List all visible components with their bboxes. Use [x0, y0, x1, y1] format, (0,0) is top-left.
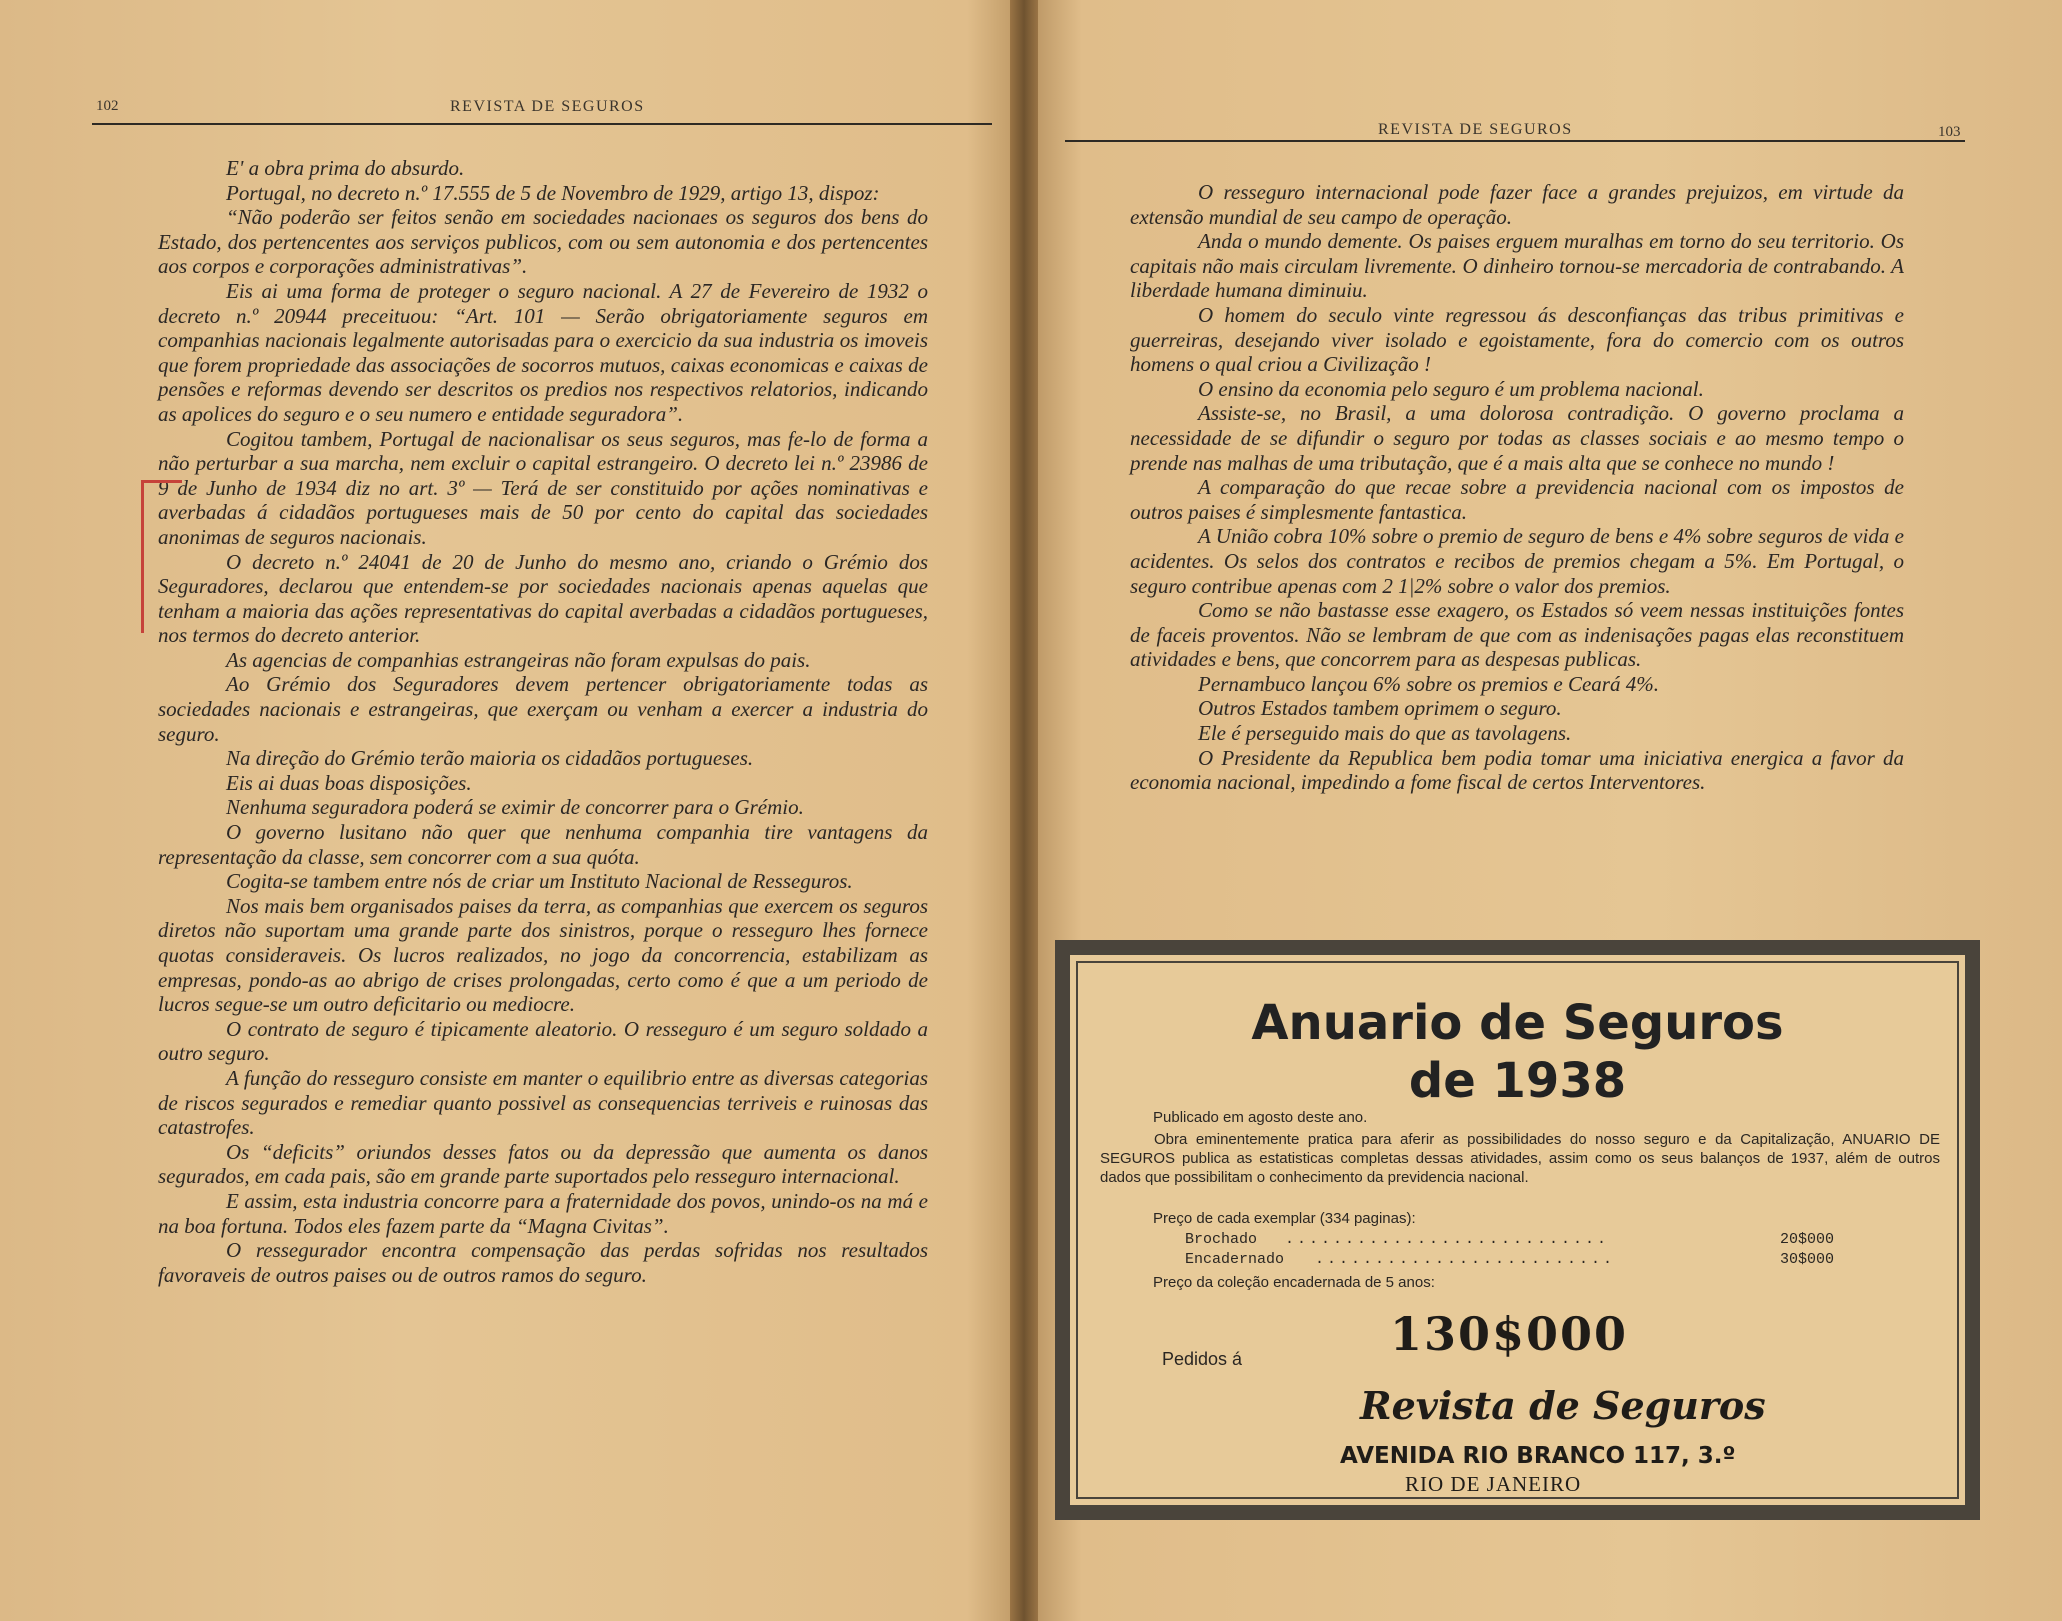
paragraph: Portugal, no decreto n.º 17.555 de 5 de Novembro de 1929, artigo 13, dispoz:	[226, 180, 880, 205]
left-column-text	[158, 156, 928, 1287]
paragraph: E assim, esta industria concorre para a fraternidade dos povos, unindo-os na má e na boa fortuna. Todos eles fazem parte da “Magna Civitas”.	[158, 1188, 928, 1238]
paragraph: Pernambuco lançou 6% sobre os premios e Ceará 4%.	[1198, 671, 1659, 696]
paragraph: O ensino da economia pelo seguro é um problema nacional.	[1198, 376, 1704, 401]
right-column-text	[1130, 180, 1904, 795]
paragraph: O ressegurador encontra compensação das perdas sofridas nos resultados favoraveis de outros paises ou de outros ramos do seguro.	[158, 1238, 928, 1287]
ad-description: Obra eminentemente pratica para aferir as possibilidades do nosso seguro e da Capitalização, ANUARIO DE SEGUROS publica as estatisticas completas dessas atividades, assim como os seus balanços de 1937, além de outros dados que possibilitam o conhecimento da previdencia nacional.	[1100, 1131, 1940, 1186]
ad-city: RIO DE JANEIRO	[1405, 1472, 1582, 1496]
book-gutter	[1010, 0, 1038, 1621]
paragraph: Nos mais bem organisados paises da terra, as companhias que exercem os seguros diretos não suportam uma grande parte dos sinistros, porque o resseguro lhes fornece quotas consideraveis. Os lucros realizados, no jogo da concorrencia, estabilizam as empresas, pondo-as ao abrigo de crises prolongadas, certo como é que a um periodo de lucros segue-se um outro deficitario ou mediocre.	[158, 893, 928, 1017]
paragraph: Cogita-se tambem entre nós de criar um Instituto Nacional de Resseguros.	[226, 869, 853, 894]
ad-encadernado-label: Encadernado	[1185, 1251, 1285, 1268]
paragraph: Na direção do Grémio terão maioria os cidadãos portugueses.	[226, 746, 754, 771]
paragraph: Os “deficits” oriundos desses fatos ou da depressão que aumenta os danos segurados, em cada pais, são em grande parte suportados pelo resseguro internacional.	[158, 1139, 928, 1189]
paragraph: Nenhuma seguradora poderá se eximir de concorrer para o Grémio.	[226, 795, 804, 820]
left-page-number: 102	[96, 98, 119, 114]
paragraph: O Presidente da Republica bem podia tomar uma iniciativa energica a favor da economia nacional, impedindo a fome fiscal de certos Interventores.	[1130, 745, 1904, 795]
ad-orders-label: Pedidos á	[1162, 1349, 1243, 1369]
ad-encadernado-price: 30$000	[1780, 1251, 1835, 1268]
left-header-rule	[92, 123, 992, 125]
red-margin-mark	[141, 480, 182, 633]
paragraph: A União cobra 10% sobre o premio de seguro de bens e 4% sobre seguros de vida e acidentes. Os selos dos contratos e recibos de premios chegam a 5%. Em Portugal, o seguro contribue apenas com 2 1|2% sobre o valor dos premios.	[1130, 524, 1904, 598]
ad-brochado-price: 20$000	[1780, 1231, 1835, 1248]
paragraph: Assiste-se, no Brasil, a uma dolorosa contradição. O governo proclama a necessidade de se difundir o seguro por todas as classes sociais e ao mesmo tempo o prende nas malhas de uma tributação, que é a mais alta que se conhece no mundo !	[1130, 401, 1904, 475]
paragraph: “Não poderão ser feitos senão em sociedades nacionaes os seguros dos bens do Estado, dos pertencentes aos serviços publicos, com ou sem autonomia e dos pertencentes aos corpos e corporações administrativas”.	[158, 205, 928, 279]
ad-title-line2: de 1938	[1408, 1053, 1627, 1109]
ad-collection-label: Preço da coleção encadernada de 5 anos:	[1153, 1274, 1435, 1291]
paragraph: O homem do seculo vinte regressou ás desconfianças das tribus primitivas e guerreiras, desejando viver isolado e egoistamente, fora do comercio com os outros homens o qual criou a Civilização !	[1130, 302, 1904, 377]
paragraph: O decreto n.º 24041 de 20 de Junho do mesmo ano, criando o Grémio dos Seguradores, declarou que entendem-se por sociedades nacionais apenas aquelas que tenham a maioria das ações representativas do capital averbadas a cidadãos portugueses, nos termos do decreto anterior.	[158, 549, 928, 648]
paragraph: A função do resseguro consiste em manter o equilibrio entre as diversas categorias de riscos segurados e remediar quanto possivel as consequencias terriveis e ruinosas das catastrofes.	[158, 1065, 928, 1140]
ad-encadernado-leader: .........................	[1315, 1251, 1616, 1268]
right-header-rule	[1065, 140, 1965, 142]
ad-brochado-leader: ...........................	[1285, 1231, 1610, 1248]
ad-title-line1: Anuario de Seguros	[1251, 995, 1784, 1051]
paragraph: E' a obra prima do absurdo.	[226, 156, 465, 180]
right-page-number: 103	[1938, 124, 1961, 140]
paragraph: A comparação do que recae sobre a previdencia nacional com os impostos de outros paises é simplesmente fantastica.	[1130, 475, 1904, 524]
left-running-head: REVISTA DE SEGUROS	[450, 98, 645, 115]
paragraph: O governo lusitano não quer que nenhuma companhia tire vantagens da representação da classe, sem concorrer com a sua quóta.	[158, 820, 928, 869]
paragraph: Ao Grémio dos Seguradores devem pertencer obrigatoriamente todas as sociedades nacionais e estrangeiras, que exerçam ou venham a exercer a industria do seguro.	[158, 672, 928, 746]
ad-publisher-name: Revista de Seguros	[1360, 1383, 1766, 1428]
right-running-head: REVISTA DE SEGUROS	[1378, 121, 1573, 138]
paragraph: Anda o mundo demente. Os paises erguem muralhas em torno do seu territorio. Os capitais não mais circulam livremente. O dinheiro tornou-se mercadoria de contrabando. A liberdade humana diminuiu.	[1130, 229, 1904, 303]
paragraph: Eis ai uma forma de proteger o seguro nacional. A 27 de Fevereiro de 1932 o decreto n.º 20944 preceituou: “Art. 101 — Serão obrigatoriamente seguros em companhias nacionais legalmente autorisadas para o exercicio da sua industria os imoveis que forem propriedade das associações de socorros mutuos, caixas economicas e caixas de pensões e reformas devendo ser descritos os predios nos respectivos relatorios, indicando as apolices do seguro e o seu numero e entidade seguradora”.	[158, 278, 928, 426]
ad-published-note: Publicado em agosto deste ano.	[1153, 1109, 1368, 1126]
paragraph: O contrato de seguro é tipicamente aleatorio. O resseguro é um seguro soldado a outro seguro.	[158, 1016, 928, 1066]
paragraph: Como se não bastasse esse exagero, os Estados só veem nessas instituições fontes de faceis proventos. Não se lembram de que com as indenisações pagas elas reconstituem atividades e bens, que concorrem para as despesas publicas.	[1130, 598, 1904, 672]
paragraph: Outros Estados tambem oprimem o seguro.	[1198, 696, 1562, 721]
ad-collection-price: 130$000	[1390, 1307, 1629, 1361]
paragraph: Ele é perseguido mais do que as tavolagens.	[1198, 721, 1572, 746]
paragraph: O resseguro internacional pode fazer face a grandes prejuizos, em virtude da extensão mundial de seu campo de operação.	[1130, 180, 1904, 229]
paragraph: Cogitou tambem, Portugal de nacionalisar os seus seguros, mas fe-lo de forma a não perturbar a sua marcha, nem excluir o capital estrangeiro. O decreto lei n.º 23986 de 9 de Junho de 1934 diz no art. 3º — Terá de ser constituido por ações nominativas e averbadas á cidadãos portugueses mais de 50 por cento do capital das sociedades anonimas de seguros nacionais.	[158, 426, 928, 549]
anuario-advertisement	[1055, 940, 1980, 1520]
ad-address: AVENIDA RIO BRANCO 117, 3.º	[1340, 1443, 1736, 1469]
paragraph: As agencias de companhias estrangeiras não foram expulsas do pais.	[226, 647, 811, 672]
paragraph: Eis ai duas boas disposições.	[226, 770, 472, 795]
ad-price-each-label: Preço de cada exemplar (334 paginas):	[1153, 1210, 1416, 1227]
ad-brochado-label: Brochado	[1185, 1231, 1258, 1248]
